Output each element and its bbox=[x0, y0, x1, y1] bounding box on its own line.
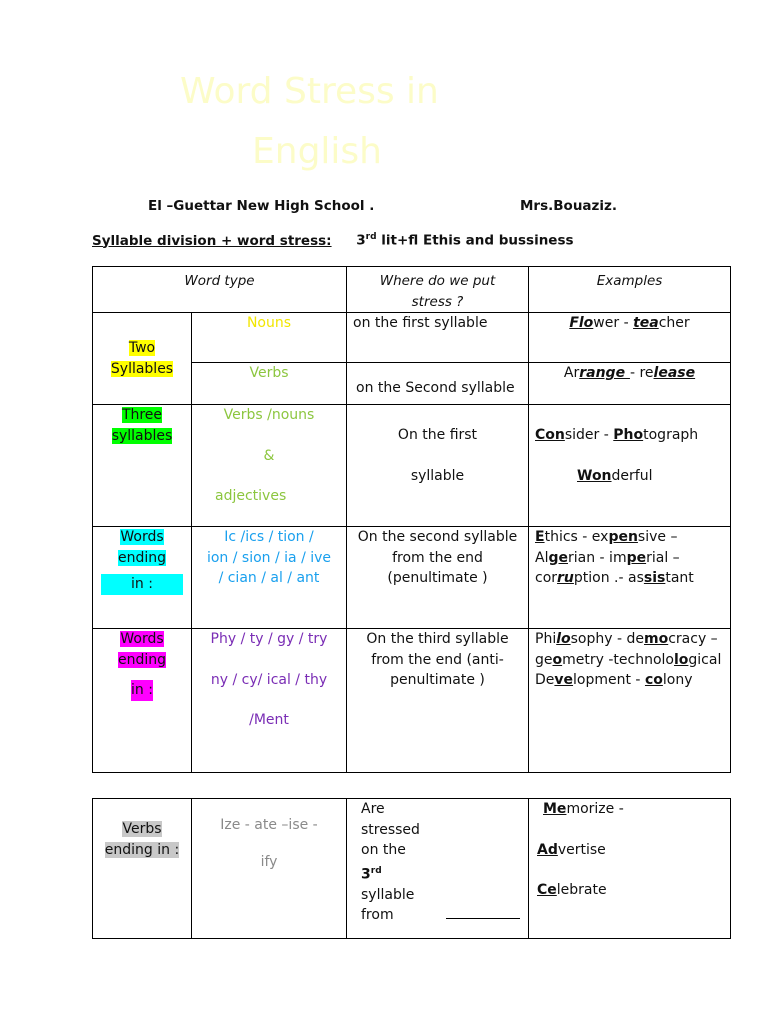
ending2-suffixes: Phy / ty / gy / try ny / cy/ ical / thy /Ment bbox=[192, 629, 347, 773]
document-title bbox=[180, 62, 520, 182]
three-syllables-types: Verbs /nouns & adjectives bbox=[192, 405, 347, 527]
three-syllables-rule: On the first syllable bbox=[347, 405, 529, 527]
ending1-suffixes: Ic /ics / tion / ion / sion / ia / ive / cian / al / ant bbox=[192, 527, 347, 629]
level-text: lit+fl Ethis and bussiness bbox=[376, 232, 574, 249]
nouns-examples: Flower - teacher bbox=[529, 313, 731, 363]
fill-in-blank bbox=[446, 906, 520, 919]
title-line-2: English bbox=[252, 131, 382, 172]
teacher-name: Mrs.Bouaziz. bbox=[520, 198, 618, 214]
verbs-ending-examples: Memorize - Advertise Celebrate bbox=[529, 799, 731, 939]
verbs-type: Verbs bbox=[192, 363, 347, 405]
table-row bbox=[93, 313, 731, 363]
level-sup: rd bbox=[365, 232, 377, 242]
verbs-ending-suffixes: Ize - ate –ise - ify bbox=[192, 799, 347, 939]
ending1-rule: On the second syllable from the end (penultimate ) bbox=[347, 527, 529, 629]
header-examples: Examples bbox=[529, 267, 731, 313]
verbs-ending-label: Verbs ending in : bbox=[93, 799, 192, 939]
subtitle-label: Syllable division + word stress: bbox=[92, 232, 332, 249]
ending2-examples: Philosophy - democracy – geometry -technolological Development - colony bbox=[529, 629, 731, 773]
table-header-row bbox=[93, 267, 731, 313]
verbs-rule: on the Second syllable bbox=[347, 363, 529, 405]
table-row bbox=[93, 527, 731, 629]
verbs-ending-rule: Are stressed on the 3rd syllable from bbox=[347, 799, 529, 939]
three-syllables-label: Three syllables bbox=[93, 405, 192, 527]
header-where: Where do we put stress ? bbox=[347, 267, 529, 313]
nouns-type: Nouns bbox=[192, 313, 347, 363]
verbs-ending-table bbox=[92, 798, 731, 939]
table-row bbox=[93, 405, 731, 527]
subtitle-line bbox=[92, 232, 574, 249]
word-stress-table bbox=[92, 266, 731, 773]
header-word-type: Word type bbox=[93, 267, 347, 313]
two-syllables-label: Two Syllables bbox=[93, 313, 192, 405]
three-syllables-examples: Consider - Photograph Wonderful bbox=[529, 405, 731, 527]
school-name: El –Guettar New High School . bbox=[148, 198, 375, 214]
ending2-label: Words ending in : bbox=[93, 629, 192, 773]
ending1-examples: Ethics - expensive – Algerian - imperial – corruption .- assistant bbox=[529, 527, 731, 629]
level-number: 3 bbox=[356, 232, 366, 249]
nouns-rule: on the first syllable bbox=[347, 313, 529, 363]
verbs-examples: Arrange - release bbox=[529, 363, 731, 405]
title-line-1: Word Stress in bbox=[180, 71, 439, 112]
table-row bbox=[93, 799, 731, 939]
ending2-rule: On the third syllable from the end (anti- penultimate ) bbox=[347, 629, 529, 773]
ending1-label: Words ending in : bbox=[93, 527, 192, 629]
table-row bbox=[93, 629, 731, 773]
